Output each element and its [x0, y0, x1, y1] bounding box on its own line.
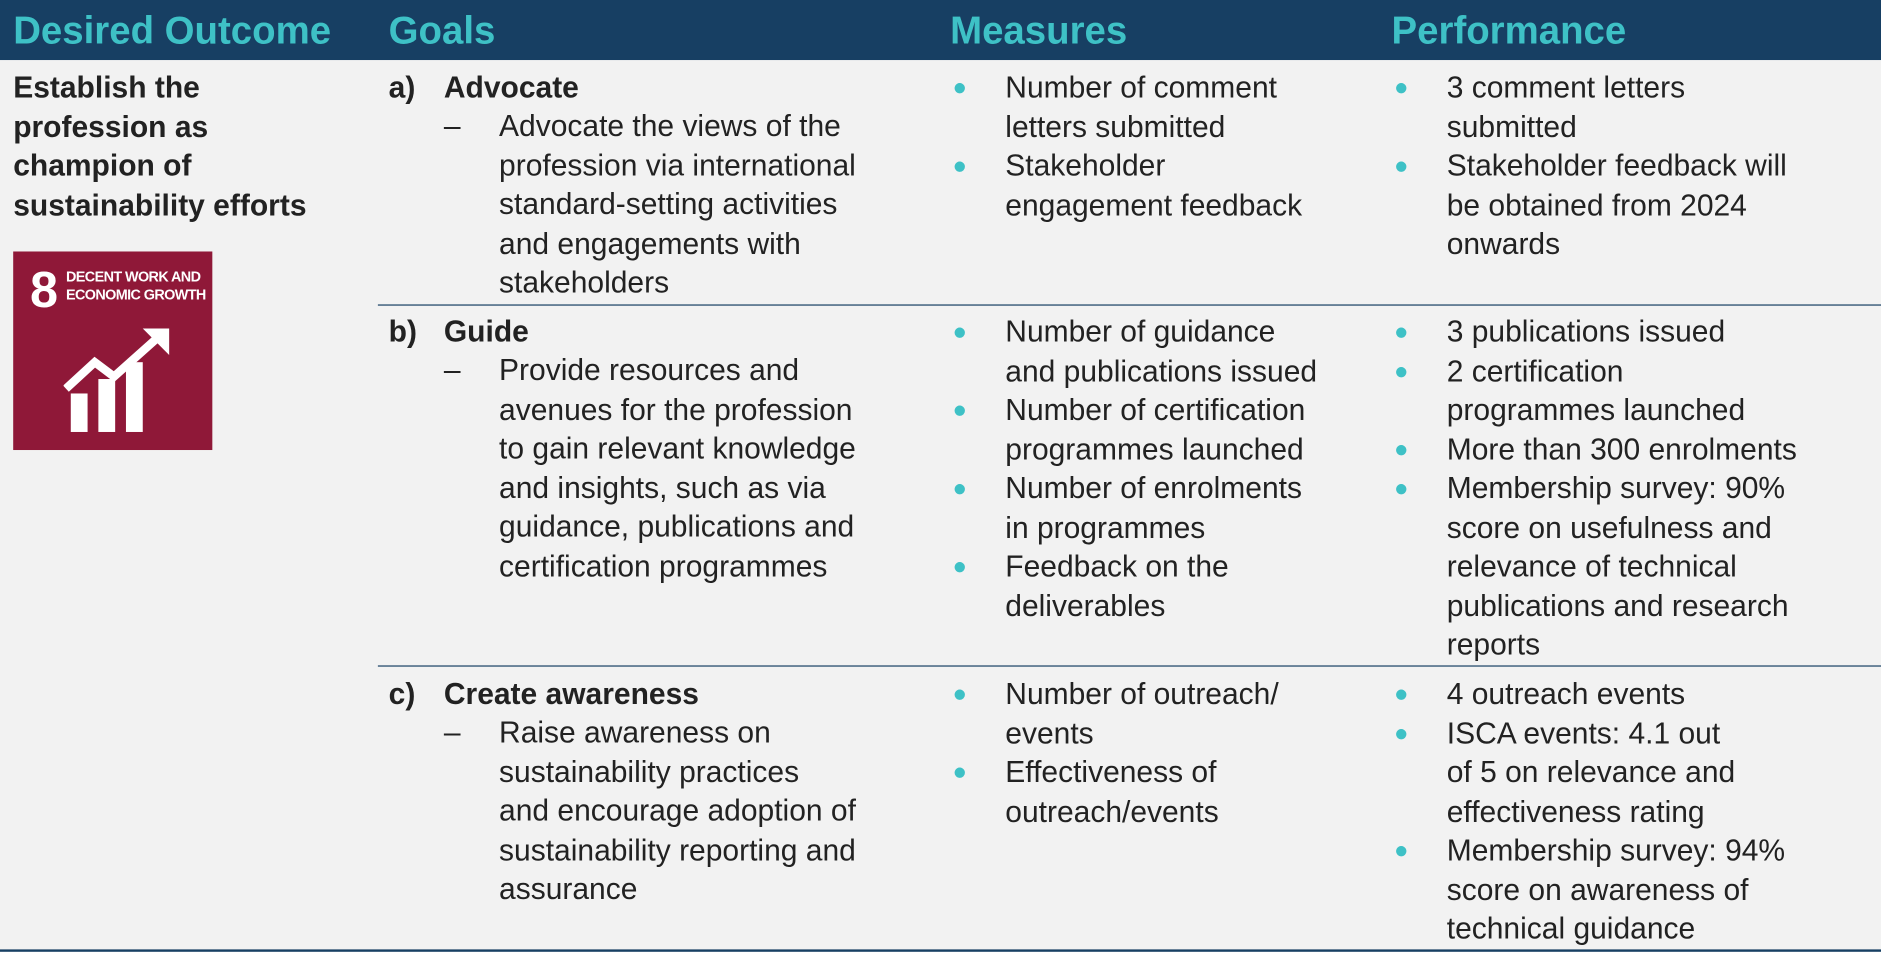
performance-list — [1392, 313, 1872, 665]
dash-marker: – — [443, 353, 461, 388]
bullet-icon: ● — [952, 475, 968, 502]
list-item — [1392, 147, 1872, 264]
growth-chart-icon — [64, 326, 172, 434]
list-item — [950, 547, 1382, 625]
list-item — [950, 69, 1382, 147]
row-divider — [378, 304, 1881, 305]
goal-title: Create awareness — [443, 677, 699, 712]
performance-text: 4 outreach events — [1446, 677, 1686, 712]
list-item — [1392, 675, 1872, 714]
list-item — [950, 313, 1382, 391]
goal-letter: c) — [388, 677, 416, 712]
sdg-8-badge — [13, 251, 212, 450]
bullet-icon: ● — [1393, 436, 1409, 463]
bullet-icon: ● — [952, 681, 968, 708]
sdg-number: 8 — [29, 261, 59, 318]
measure-text: Number of certification programmes launched — [1005, 393, 1306, 467]
bullet-icon: ● — [1393, 837, 1409, 864]
list-item — [1392, 69, 1872, 147]
goal-letter: b) — [388, 315, 417, 349]
measure-text: Number of comment letters submitted — [1005, 70, 1277, 144]
performance-text: 2 certification programmes launched — [1446, 354, 1746, 428]
performance-list — [1392, 675, 1872, 949]
performance-text: ISCA events: 4.1 out of 5 on relevance and effectiveness rating — [1446, 716, 1736, 829]
row-divider — [378, 665, 1881, 666]
measure-text: Number of guidance and publications issued — [1005, 315, 1318, 389]
measure-text: Feedback on the deliverables — [1005, 549, 1229, 623]
list-item — [950, 147, 1382, 225]
header-goals: Goals — [388, 8, 496, 52]
list-item — [950, 675, 1382, 753]
goal-letter: a) — [388, 70, 416, 105]
header-desired-outcome: Desired Outcome — [13, 8, 332, 52]
goal-description: Advocate the views of the profession via international standard-setting activities and engagements with stakeholders — [499, 109, 856, 300]
list-item — [1392, 469, 1872, 665]
header-performance: Performance — [1391, 8, 1627, 52]
goal-description: Raise awareness on sustainability practices and encourage adoption of sustainability reporting and assurance — [499, 715, 856, 907]
list-item — [1392, 831, 1872, 948]
table-bottom-rule — [0, 949, 1881, 951]
measures-list — [950, 69, 1382, 225]
bullet-icon: ● — [952, 74, 968, 102]
list-item — [1392, 714, 1872, 831]
bullet-icon: ● — [1393, 357, 1409, 385]
performance-text: More than 300 enrolments — [1446, 432, 1797, 467]
goal-title: Advocate — [443, 70, 579, 105]
performance-list — [1392, 69, 1872, 265]
performance-text: Membership survey: 90% score on usefulness and relevance of technical publications and research reports — [1446, 471, 1789, 662]
list-item — [950, 469, 1382, 547]
bullet-icon: ● — [952, 759, 968, 786]
performance-text: 3 comment letters submitted — [1446, 70, 1686, 144]
list-item — [1392, 430, 1872, 469]
list-item — [1392, 313, 1872, 352]
bullet-icon: ● — [1393, 152, 1409, 180]
dash-marker: – — [443, 715, 461, 750]
measure-text: Effectiveness of outreach/events — [1005, 755, 1219, 829]
dash-marker: – — [443, 109, 461, 144]
list-item — [1392, 352, 1872, 430]
bullet-icon: ● — [952, 152, 968, 180]
list-item — [950, 753, 1382, 831]
desired-outcome-text: Establish the profession as champion of sustainability efforts — [13, 70, 307, 223]
bullet-icon: ● — [1393, 318, 1409, 346]
measure-text: Number of enrolments in programmes — [1005, 471, 1302, 545]
bullet-icon: ● — [952, 397, 968, 424]
list-item — [950, 391, 1382, 469]
measures-list — [950, 313, 1382, 626]
performance-text: 3 publications issued — [1446, 315, 1726, 349]
bullet-icon: ● — [952, 553, 968, 580]
bullet-icon: ● — [1393, 74, 1409, 102]
measure-text: Number of outreach/ events — [1005, 677, 1279, 751]
header-measures: Measures — [950, 8, 1128, 52]
goal-title: Guide — [443, 315, 529, 349]
performance-text: Stakeholder feedback will be obtained from 2024 onwards — [1446, 149, 1787, 262]
sdg-title: DECENT WORK AND ECONOMIC GROWTH — [65, 268, 206, 304]
bullet-icon: ● — [1393, 720, 1409, 747]
measures-list — [950, 675, 1382, 831]
bullet-icon: ● — [1393, 681, 1409, 708]
performance-text: Membership survey: 94% score on awareness of technical guidance — [1446, 833, 1786, 946]
bullet-icon: ● — [1393, 475, 1409, 502]
bullet-icon: ● — [952, 318, 968, 346]
goal-description: Provide resources and avenues for the profession to gain relevant knowledge and insights, such as via guidance, publications and certification programmes — [499, 353, 856, 583]
measure-text: Stakeholder engagement feedback — [1005, 149, 1303, 223]
